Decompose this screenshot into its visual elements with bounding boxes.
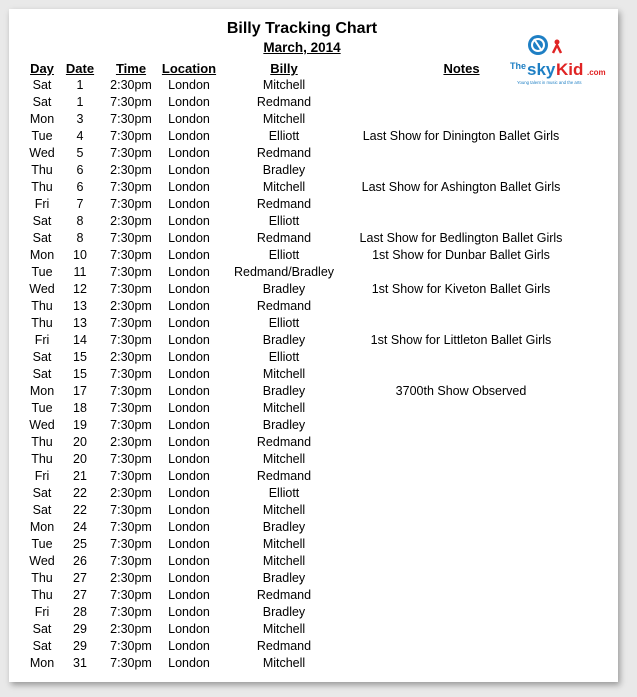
cell-location: London <box>168 554 210 568</box>
table-row <box>9 349 618 366</box>
cell-billy: Mitchell <box>262 452 306 466</box>
cell-location: London <box>168 299 210 313</box>
cell-date: 22 <box>73 503 87 517</box>
cell-time: 7:30pm <box>110 469 152 483</box>
cell-billy: Redmand <box>256 435 312 449</box>
cell-location: London <box>168 248 210 262</box>
cell-billy: Bradley <box>262 282 306 296</box>
table-row <box>9 281 618 298</box>
cell-day: Tue <box>31 537 53 551</box>
cell-date: 12 <box>73 282 87 296</box>
cell-billy: Redmand <box>256 299 312 313</box>
cell-date: 17 <box>73 384 87 398</box>
table-row <box>9 247 618 264</box>
cell-day: Sat <box>32 503 52 517</box>
cell-time: 7:30pm <box>110 452 152 466</box>
cell-billy: Redmand <box>256 639 312 653</box>
table-row <box>9 621 618 638</box>
cell-notes: Last Show for Dinington Ballet Girls <box>362 129 560 143</box>
table-row <box>9 77 618 94</box>
table-row <box>9 230 618 247</box>
cell-time: 7:30pm <box>110 418 152 432</box>
cell-time: 7:30pm <box>110 231 152 245</box>
cell-day: Wed <box>29 554 55 568</box>
cell-location: London <box>168 163 210 177</box>
cell-time: 7:30pm <box>110 316 152 330</box>
cell-date: 20 <box>73 452 87 466</box>
cell-location: London <box>168 316 210 330</box>
cell-location: London <box>168 418 210 432</box>
cell-date: 28 <box>73 605 87 619</box>
logo-tagline: Young talent in music and the arts <box>517 80 582 85</box>
cell-date: 31 <box>73 656 87 670</box>
cell-date: 6 <box>76 163 84 177</box>
cell-date: 3 <box>76 112 84 126</box>
table-row <box>9 587 618 604</box>
cell-billy: Elliott <box>268 350 300 364</box>
cell-notes: 1st Show for Kiveton Ballet Girls <box>371 282 551 296</box>
cell-day: Tue <box>31 129 53 143</box>
cell-day: Mon <box>29 384 55 398</box>
logo-sky: sky <box>527 60 556 79</box>
cell-day: Sat <box>32 214 52 228</box>
cell-day: Tue <box>31 401 53 415</box>
cell-time: 7:30pm <box>110 146 152 160</box>
cell-date: 19 <box>73 418 87 432</box>
cell-time: 7:30pm <box>110 265 152 279</box>
cell-time: 7:30pm <box>110 197 152 211</box>
cell-billy: Mitchell <box>262 401 306 415</box>
cell-billy: Redmand/Bradley <box>233 265 335 279</box>
cell-billy: Bradley <box>262 163 306 177</box>
cell-location: London <box>168 384 210 398</box>
cell-billy: Redmand <box>256 146 312 160</box>
cell-location: London <box>168 622 210 636</box>
table-row <box>9 485 618 502</box>
cell-day: Sat <box>32 367 52 381</box>
cell-date: 20 <box>73 435 87 449</box>
cell-time: 7:30pm <box>110 503 152 517</box>
page-subtitle: March, 2014 <box>263 40 341 55</box>
cell-date: 29 <box>73 622 87 636</box>
table-row <box>9 553 618 570</box>
cell-time: 2:30pm <box>110 163 152 177</box>
cell-billy: Redmand <box>256 588 312 602</box>
cell-location: London <box>168 214 210 228</box>
table-row <box>9 434 618 451</box>
cell-billy: Mitchell <box>262 78 306 92</box>
cell-day: Thu <box>31 588 53 602</box>
schedule-table <box>9 77 618 672</box>
cell-time: 2:30pm <box>110 350 152 364</box>
cell-location: London <box>168 146 210 160</box>
cell-date: 13 <box>73 299 87 313</box>
table-row <box>9 383 618 400</box>
cell-day: Thu <box>31 180 53 194</box>
cell-day: Wed <box>29 418 55 432</box>
table-row <box>9 332 618 349</box>
cell-time: 7:30pm <box>110 384 152 398</box>
table-row <box>9 111 618 128</box>
cell-billy: Mitchell <box>262 656 306 670</box>
cell-day: Thu <box>31 163 53 177</box>
cell-date: 21 <box>73 469 87 483</box>
cell-location: London <box>168 350 210 364</box>
cell-date: 8 <box>76 214 84 228</box>
cell-location: London <box>168 571 210 585</box>
cell-date: 27 <box>73 588 87 602</box>
cell-day: Thu <box>31 299 53 313</box>
table-row <box>9 417 618 434</box>
cell-location: London <box>168 537 210 551</box>
cell-location: London <box>168 486 210 500</box>
cell-day: Mon <box>29 248 55 262</box>
cell-day: Sat <box>32 95 52 109</box>
cell-time: 7:30pm <box>110 129 152 143</box>
cell-location: London <box>168 95 210 109</box>
page-title: Billy Tracking Chart <box>226 20 378 37</box>
cell-location: London <box>168 333 210 347</box>
cell-day: Fri <box>34 333 50 347</box>
cell-location: London <box>168 78 210 92</box>
table-row <box>9 502 618 519</box>
table-row <box>9 162 618 179</box>
cell-location: London <box>168 197 210 211</box>
cell-notes: 3700th Show Observed <box>395 384 527 398</box>
cell-location: London <box>168 401 210 415</box>
cell-location: London <box>168 588 210 602</box>
cell-billy: Bradley <box>262 571 306 585</box>
cell-date: 5 <box>76 146 84 160</box>
cell-time: 7:30pm <box>110 282 152 296</box>
cell-notes: Last Show for Bedlington Ballet Girls <box>359 231 563 245</box>
cell-billy: Mitchell <box>262 180 306 194</box>
table-row <box>9 196 618 213</box>
cell-billy: Redmand <box>256 231 312 245</box>
column-header-time: Time <box>115 61 147 76</box>
cell-day: Thu <box>31 316 53 330</box>
cell-time: 2:30pm <box>110 299 152 313</box>
cell-date: 14 <box>73 333 87 347</box>
cell-location: London <box>168 435 210 449</box>
cell-day: Fri <box>34 469 50 483</box>
cell-date: 15 <box>73 350 87 364</box>
cell-billy: Mitchell <box>262 537 306 551</box>
cell-location: London <box>168 656 210 670</box>
cell-billy: Elliott <box>268 214 300 228</box>
cell-notes: Last Show for Ashington Ballet Girls <box>361 180 561 194</box>
logo-com: .com <box>587 68 606 77</box>
table-row <box>9 213 618 230</box>
cell-day: Fri <box>34 197 50 211</box>
cell-location: London <box>168 282 210 296</box>
column-header-location: Location <box>161 61 217 76</box>
cell-date: 1 <box>76 78 84 92</box>
cell-billy: Mitchell <box>262 112 306 126</box>
logo-kid: Kid <box>556 60 584 79</box>
cell-billy: Bradley <box>262 605 306 619</box>
cell-day: Thu <box>31 435 53 449</box>
cell-date: 25 <box>73 537 87 551</box>
cell-day: Sat <box>32 78 52 92</box>
cell-location: London <box>168 469 210 483</box>
table-row <box>9 536 618 553</box>
table-row <box>9 298 618 315</box>
cell-billy: Bradley <box>262 418 306 432</box>
table-row <box>9 366 618 383</box>
cell-date: 1 <box>76 95 84 109</box>
cell-billy: Elliott <box>268 316 300 330</box>
cell-time: 2:30pm <box>110 435 152 449</box>
table-row <box>9 638 618 655</box>
cell-date: 18 <box>73 401 87 415</box>
cell-day: Thu <box>31 452 53 466</box>
cell-time: 7:30pm <box>110 248 152 262</box>
cell-billy: Elliott <box>268 486 300 500</box>
table-row <box>9 468 618 485</box>
cell-location: London <box>168 367 210 381</box>
cell-time: 7:30pm <box>110 333 152 347</box>
table-row <box>9 264 618 281</box>
cell-day: Mon <box>29 520 55 534</box>
document-page <box>9 9 618 682</box>
cell-day: Tue <box>31 265 53 279</box>
cell-location: London <box>168 180 210 194</box>
cell-time: 7:30pm <box>110 656 152 670</box>
cell-date: 6 <box>76 180 84 194</box>
cell-time: 2:30pm <box>110 78 152 92</box>
cell-day: Wed <box>29 282 55 296</box>
cell-time: 7:30pm <box>110 605 152 619</box>
cell-location: London <box>168 639 210 653</box>
cell-date: 8 <box>76 231 84 245</box>
cell-location: London <box>168 231 210 245</box>
table-row <box>9 145 618 162</box>
table-row <box>9 655 618 672</box>
cell-time: 7:30pm <box>110 588 152 602</box>
cell-billy: Bradley <box>262 520 306 534</box>
cell-date: 22 <box>73 486 87 500</box>
cell-day: Mon <box>29 656 55 670</box>
cell-date: 15 <box>73 367 87 381</box>
cell-notes: 1st Show for Dunbar Ballet Girls <box>372 248 550 262</box>
cell-date: 11 <box>73 265 87 279</box>
cell-billy: Mitchell <box>262 554 306 568</box>
cell-billy: Mitchell <box>262 622 306 636</box>
table-row <box>9 400 618 417</box>
cell-notes: 1st Show for Littleton Ballet Girls <box>370 333 552 347</box>
cell-time: 2:30pm <box>110 571 152 585</box>
column-header-date: Date <box>65 61 95 76</box>
cell-day: Mon <box>29 112 55 126</box>
cell-date: 7 <box>76 197 84 211</box>
column-header-billy: Billy <box>270 61 298 76</box>
cell-time: 7:30pm <box>110 639 152 653</box>
cell-date: 10 <box>73 248 87 262</box>
table-row <box>9 315 618 332</box>
cell-location: London <box>168 129 210 143</box>
cell-billy: Mitchell <box>262 367 306 381</box>
cell-date: 13 <box>73 316 87 330</box>
cell-billy: Redmand <box>256 469 312 483</box>
cell-time: 7:30pm <box>110 401 152 415</box>
cell-date: 24 <box>73 520 87 534</box>
column-header-notes: Notes <box>443 61 480 76</box>
table-row <box>9 451 618 468</box>
cell-day: Thu <box>31 571 53 585</box>
cell-location: London <box>168 265 210 279</box>
cell-day: Fri <box>34 605 50 619</box>
cell-day: Sat <box>32 231 52 245</box>
cell-time: 2:30pm <box>110 622 152 636</box>
cell-day: Sat <box>32 622 52 636</box>
cell-date: 4 <box>76 129 84 143</box>
cell-time: 7:30pm <box>110 520 152 534</box>
cell-billy: Redmand <box>256 95 312 109</box>
cell-date: 29 <box>73 639 87 653</box>
cell-billy: Elliott <box>268 129 300 143</box>
cell-day: Sat <box>32 350 52 364</box>
table-row <box>9 128 618 145</box>
logo-the: The <box>510 61 527 71</box>
cell-location: London <box>168 452 210 466</box>
cell-date: 26 <box>73 554 87 568</box>
table-row <box>9 570 618 587</box>
cell-billy: Bradley <box>262 333 306 347</box>
cell-day: Sat <box>32 486 52 500</box>
table-row <box>9 519 618 536</box>
cell-billy: Elliott <box>268 248 300 262</box>
cell-time: 7:30pm <box>110 95 152 109</box>
cell-location: London <box>168 605 210 619</box>
cell-location: London <box>168 520 210 534</box>
cell-day: Wed <box>29 146 55 160</box>
table-row <box>9 179 618 196</box>
cell-billy: Redmand <box>256 197 312 211</box>
cell-day: Sat <box>32 639 52 653</box>
cell-time: 7:30pm <box>110 180 152 194</box>
cell-location: London <box>168 503 210 517</box>
cell-time: 7:30pm <box>110 537 152 551</box>
cell-location: London <box>168 112 210 126</box>
cell-billy: Bradley <box>262 384 306 398</box>
cell-billy: Mitchell <box>262 503 306 517</box>
cell-time: 7:30pm <box>110 367 152 381</box>
cell-time: 7:30pm <box>110 554 152 568</box>
cell-time: 7:30pm <box>110 112 152 126</box>
cell-time: 2:30pm <box>110 214 152 228</box>
table-row <box>9 94 618 111</box>
logo-icon <box>528 35 561 55</box>
column-header-day: Day <box>30 61 54 76</box>
cell-date: 27 <box>73 571 87 585</box>
table-row <box>9 604 618 621</box>
cell-time: 2:30pm <box>110 486 152 500</box>
